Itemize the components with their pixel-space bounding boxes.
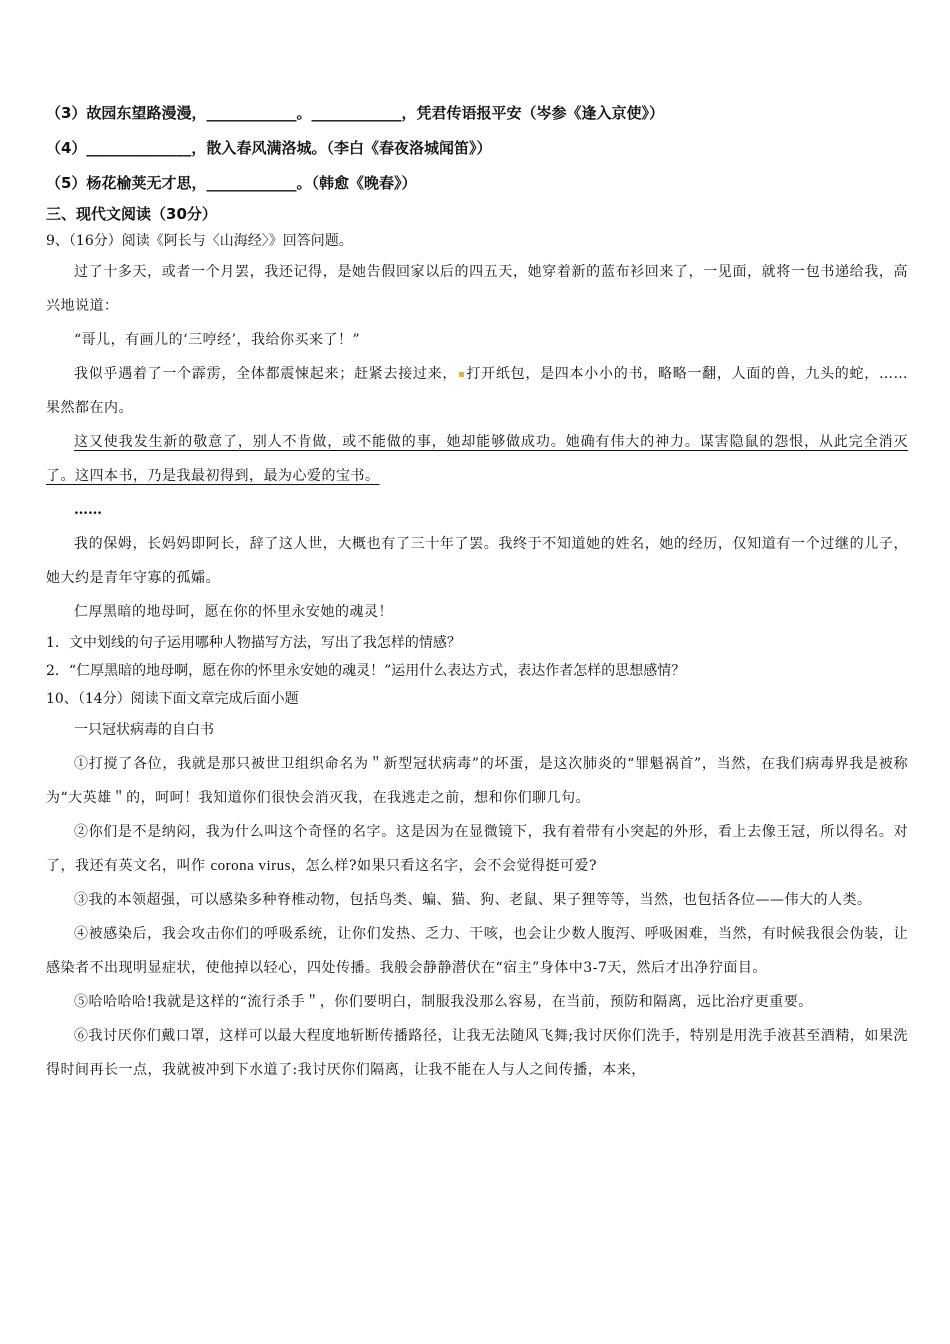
highlight-marker [459, 372, 464, 377]
q10-paragraph-6: ⑥我讨厌你们戴口罩，这样可以最大程度地斩断传播路径，让我无法随风飞舞;我讨厌你们洗手，特别是用洗手液甚至酒精，如果洗得时间再长一点，我就被冲到下水道了:我讨厌你们隔离，让我不能在人与人之间传播，本来， [46, 1028, 908, 1078]
q9-paragraph-6: 仁厚黑暗的地母呵，愿在你的怀里永安她的魂灵！ [74, 604, 393, 620]
underlined-sentence: 这又使我发生新的敬意了，别人不肯做，或不能做的事，她却能够做成功。她确有伟大的神力。谋害隐鼠的怨恨，从此完全消灭了。这四本书，乃是我最初得到，最为心爱的宝书。 [46, 434, 908, 484]
q9-paragraph-5: 我的保姆，长妈妈即阿长，辞了这人世，大概也有了三十年了罢。我终于不知道她的姓名，她的经历，仅知道有一个过继的儿子，她大约是青年守寡的孤孀。 [46, 536, 908, 586]
question-9-heading: 9、（16分）阅读《阿长与〈山海经〉》回答问题。 [46, 233, 353, 249]
q9-paragraph-3 [46, 357, 908, 425]
q10-paragraph-1: ①打搅了各位，我就是那只被世卫组织命名为＂新型冠状病毒”的坏蛋，是这次肺炎的“罪魁祸首”，当然，在我们病毒界我是被称为“大英雄＂的，呵呵！我知道你们很快会消灭我，在我逃走之前，想和你们聊几句。 [46, 756, 908, 806]
ellipsis: …… [74, 502, 102, 518]
q10-paragraph-3: ③我的本领超强，可以感染多种脊椎动物，包括鸟类、蝙、猫、狗、老鼠、果子狸等等，当然，也包括各位——伟大的人类。 [74, 892, 872, 908]
q9-subquestion-1: 1．文中划线的句子运用哪种人物描写方法，写出了我怎样的情感？ [46, 635, 461, 651]
exam-page [46, 96, 908, 1087]
q9-paragraph-3-part-a: 我似乎遇着了一个霹雳，全体都震悚起来；赶紧去接过来， [74, 366, 458, 382]
article-title: 一只冠状病毒的自白书 [74, 722, 214, 738]
q9-paragraph-3-part-b: 打开纸包，是四本小小的书，略略一翻，人面的兽，九头的蛇，……果然都在内。 [46, 366, 909, 416]
fill-in-item-4: （4）______________，散入春风满洛城。（李白《春夜洛城闻笛》） [46, 139, 492, 157]
question-10-heading: 10、（14分）阅读下面文章完成后面小题 [46, 691, 299, 707]
fill-in-item-3: （3）故园东望路漫漫，____________。____________，凭君传语报平安（岑参《逢入京使》） [46, 104, 664, 122]
q10-paragraph-2 [46, 815, 908, 883]
q9-paragraph-2: “哥儿，有画儿的‘三哼经’，我给你买来了！” [74, 332, 361, 348]
english-name: corona virus [210, 858, 292, 874]
q10-paragraph-4: ④被感染后，我会攻击你们的呼吸系统，让你们发热、乏力、干咳，也会让少数人腹泻、呼吸困难，当然，有时候我很会伪装，让感染者不出现明显症状，使他掉以轻心，四处传播。我般会静静潜伏在“宿主”身体中3-7天，然后才出净狞面目。 [46, 926, 908, 976]
q9-paragraph-1: 过了十多天，或者一个月罢，我还记得，是她告假回家以后的四五天，她穿着新的蓝布衫回来了，一见面，就将一包书递给我，高兴地说道： [46, 264, 908, 314]
q9-paragraph-4-underlined [46, 425, 908, 493]
q10-paragraph-2-part-b: ，怎么样?如果只看这名字，会不会觉得挺可爱? [291, 858, 598, 874]
q10-paragraph-2-part-a: ②你们是不是纳闷，我为什么叫这个奇怪的名字。这是因为在显微镜下，我有着带有小突起的外形，看上去像王冠，所以得名。对了，我还有英文名，叫作 [46, 824, 908, 874]
q9-subquestion-2: 2．“仁厚黑暗的地母啊，愿在你的怀里永安她的魂灵！”运用什么表达方式，表达作者怎样的思想感情？ [46, 663, 686, 679]
fill-in-item-5: （5）杨花榆荚无才思，____________。（韩愈《晚春》） [46, 174, 417, 192]
section-title: 三、现代文阅读（30分） [46, 205, 217, 223]
q10-paragraph-5: ⑤哈哈哈哈!我就是这样的“流行杀手＂，你们要明白，制服我没那么容易，在当前，预防和隔离，远比治疗更重要。 [74, 994, 813, 1010]
